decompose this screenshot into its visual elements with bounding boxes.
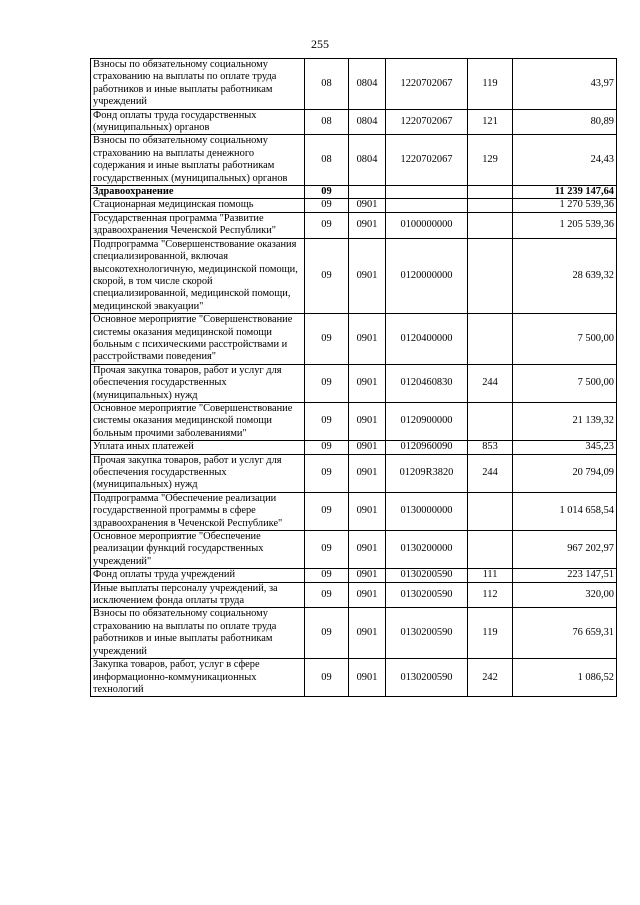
target-article-code: 0130200590 xyxy=(386,608,468,659)
expense-type-code: 129 xyxy=(468,135,513,186)
subsection-code: 0901 xyxy=(349,608,386,659)
table-row xyxy=(91,402,617,440)
budget-table xyxy=(90,58,617,697)
table-row xyxy=(91,135,617,186)
expense-type-code: 112 xyxy=(468,582,513,608)
item-name: Прочая закупка товаров, работ и услуг для обеспечения государственных (муниципальных) нужд xyxy=(91,364,305,402)
target-article-code xyxy=(386,199,468,212)
expense-type-code: 853 xyxy=(468,441,513,454)
item-name: Взносы по обязательному социальному страхованию на выплаты по оплате труда работников и иные выплаты работникам учреждений xyxy=(91,608,305,659)
section-code: 09 xyxy=(305,582,349,608)
table-row xyxy=(91,441,617,454)
target-article-code: 0130200590 xyxy=(386,569,468,582)
subsection-code: 0901 xyxy=(349,531,386,569)
expense-type-code xyxy=(468,402,513,440)
section-code: 09 xyxy=(305,454,349,492)
table-row xyxy=(91,582,617,608)
section-code: 09 xyxy=(305,238,349,313)
target-article-code: 0120960090 xyxy=(386,441,468,454)
subsection-code: 0901 xyxy=(349,314,386,365)
table-row xyxy=(91,186,617,199)
expense-type-code xyxy=(468,492,513,530)
section-code: 09 xyxy=(305,364,349,402)
amount: 28 639,32 xyxy=(513,238,617,313)
section-code: 08 xyxy=(305,135,349,186)
section-code: 09 xyxy=(305,531,349,569)
budget-table-body xyxy=(91,59,617,697)
amount: 7 500,00 xyxy=(513,364,617,402)
item-name: Фонд оплаты труда учреждений xyxy=(91,569,305,582)
subsection-code: 0901 xyxy=(349,569,386,582)
item-name: Прочая закупка товаров, работ и услуг для обеспечения государственных (муниципальных) нужд xyxy=(91,454,305,492)
subsection-code: 0804 xyxy=(349,109,386,135)
amount: 223 147,51 xyxy=(513,569,617,582)
page-number: 255 xyxy=(311,37,329,51)
section-code: 09 xyxy=(305,608,349,659)
item-name: Закупка товаров, работ, услуг в сфере информационно-коммуникационных технологий xyxy=(91,659,305,697)
section-code: 09 xyxy=(305,569,349,582)
item-name: Стационарная медицинская помощь xyxy=(91,199,305,212)
item-name: Основное мероприятие "Совершенствование системы оказания медицинской помощи больным с психическими расстройствами и расстройствами поведения" xyxy=(91,314,305,365)
item-name: Основное мероприятие "Совершенствование системы оказания медицинской помощи больным прочими заболеваниями" xyxy=(91,402,305,440)
amount: 1 014 658,54 xyxy=(513,492,617,530)
subsection-code: 0901 xyxy=(349,659,386,697)
target-article-code xyxy=(386,186,468,199)
target-article-code: 0130200590 xyxy=(386,582,468,608)
item-name: Фонд оплаты труда государственных (муниципальных) органов xyxy=(91,109,305,135)
amount: 20 794,09 xyxy=(513,454,617,492)
item-name: Взносы по обязательному социальному страхованию на выплаты по оплате труда работников и иные выплаты работникам учреждений xyxy=(91,59,305,110)
section-code: 08 xyxy=(305,59,349,110)
table-row xyxy=(91,238,617,313)
expense-type-code xyxy=(468,199,513,212)
item-name: Подпрограмма "Совершенствование оказания специализированной, включая высокотехнологичную, медицинской помощи, скорой, в том числе скорой специализированной, медицинской помощи, медицинской эвакуации" xyxy=(91,238,305,313)
item-name: Уплата иных платежей xyxy=(91,441,305,454)
expense-type-code: 121 xyxy=(468,109,513,135)
subsection-code: 0901 xyxy=(349,364,386,402)
expense-type-code xyxy=(468,314,513,365)
item-name: Основное мероприятие "Обеспечение реализации функций государственных учреждений" xyxy=(91,531,305,569)
amount: 320,00 xyxy=(513,582,617,608)
table-row xyxy=(91,659,617,697)
target-article-code: 01209R3820 xyxy=(386,454,468,492)
subsection-code: 0901 xyxy=(349,441,386,454)
expense-type-code: 119 xyxy=(468,59,513,110)
target-article-code: 0120900000 xyxy=(386,402,468,440)
section-code: 09 xyxy=(305,492,349,530)
target-article-code: 1220702067 xyxy=(386,109,468,135)
amount: 1 270 539,36 xyxy=(513,199,617,212)
amount: 24,43 xyxy=(513,135,617,186)
amount: 11 239 147,64 xyxy=(513,186,617,199)
subsection-code: 0901 xyxy=(349,238,386,313)
section-code: 09 xyxy=(305,441,349,454)
table-row xyxy=(91,59,617,110)
item-name: Подпрограмма "Обеспечение реализации государственной программы в сфере здравоохранения в Чеченской Республике" xyxy=(91,492,305,530)
target-article-code: 0120000000 xyxy=(386,238,468,313)
section-code: 09 xyxy=(305,199,349,212)
expense-type-code xyxy=(468,186,513,199)
item-name: Иные выплаты персоналу учреждений, за исключением фонда оплаты труда xyxy=(91,582,305,608)
target-article-code: 1220702067 xyxy=(386,59,468,110)
target-article-code: 1220702067 xyxy=(386,135,468,186)
target-article-code: 0100000000 xyxy=(386,212,468,238)
amount: 7 500,00 xyxy=(513,314,617,365)
table-row xyxy=(91,492,617,530)
amount: 1 086,52 xyxy=(513,659,617,697)
section-code: 09 xyxy=(305,659,349,697)
section-code: 09 xyxy=(305,314,349,365)
table-row xyxy=(91,569,617,582)
subsection-code: 0901 xyxy=(349,199,386,212)
table-row xyxy=(91,314,617,365)
target-article-code: 0120400000 xyxy=(386,314,468,365)
expense-type-code xyxy=(468,238,513,313)
table-row xyxy=(91,109,617,135)
subsection-code: 0804 xyxy=(349,135,386,186)
item-name: Государственная программа "Развитие здравоохранения Чеченской Республики" xyxy=(91,212,305,238)
item-name: Взносы по обязательному социальному страхованию на выплаты денежного содержания и иные выплаты работникам государственных (муниципальных) органов xyxy=(91,135,305,186)
amount: 967 202,97 xyxy=(513,531,617,569)
table-row xyxy=(91,364,617,402)
subsection-code: 0901 xyxy=(349,492,386,530)
table-row xyxy=(91,199,617,212)
expense-type-code: 111 xyxy=(468,569,513,582)
expense-type-code: 244 xyxy=(468,454,513,492)
target-article-code: 0120460830 xyxy=(386,364,468,402)
section-code: 08 xyxy=(305,109,349,135)
expense-type-code: 242 xyxy=(468,659,513,697)
subsection-code xyxy=(349,186,386,199)
table-row xyxy=(91,212,617,238)
subsection-code: 0901 xyxy=(349,582,386,608)
subsection-code: 0804 xyxy=(349,59,386,110)
item-name: Здравоохранение xyxy=(91,186,305,199)
amount: 76 659,31 xyxy=(513,608,617,659)
table-row xyxy=(91,608,617,659)
section-code: 09 xyxy=(305,186,349,199)
expense-type-code xyxy=(468,531,513,569)
expense-type-code: 244 xyxy=(468,364,513,402)
section-code: 09 xyxy=(305,212,349,238)
expense-type-code: 119 xyxy=(468,608,513,659)
amount: 80,89 xyxy=(513,109,617,135)
expense-type-code xyxy=(468,212,513,238)
amount: 43,97 xyxy=(513,59,617,110)
amount: 1 205 539,36 xyxy=(513,212,617,238)
table-row xyxy=(91,531,617,569)
amount: 345,23 xyxy=(513,441,617,454)
subsection-code: 0901 xyxy=(349,454,386,492)
amount: 21 139,32 xyxy=(513,402,617,440)
section-code: 09 xyxy=(305,402,349,440)
target-article-code: 0130200000 xyxy=(386,531,468,569)
subsection-code: 0901 xyxy=(349,212,386,238)
subsection-code: 0901 xyxy=(349,402,386,440)
target-article-code: 0130000000 xyxy=(386,492,468,530)
table-row xyxy=(91,454,617,492)
target-article-code: 0130200590 xyxy=(386,659,468,697)
